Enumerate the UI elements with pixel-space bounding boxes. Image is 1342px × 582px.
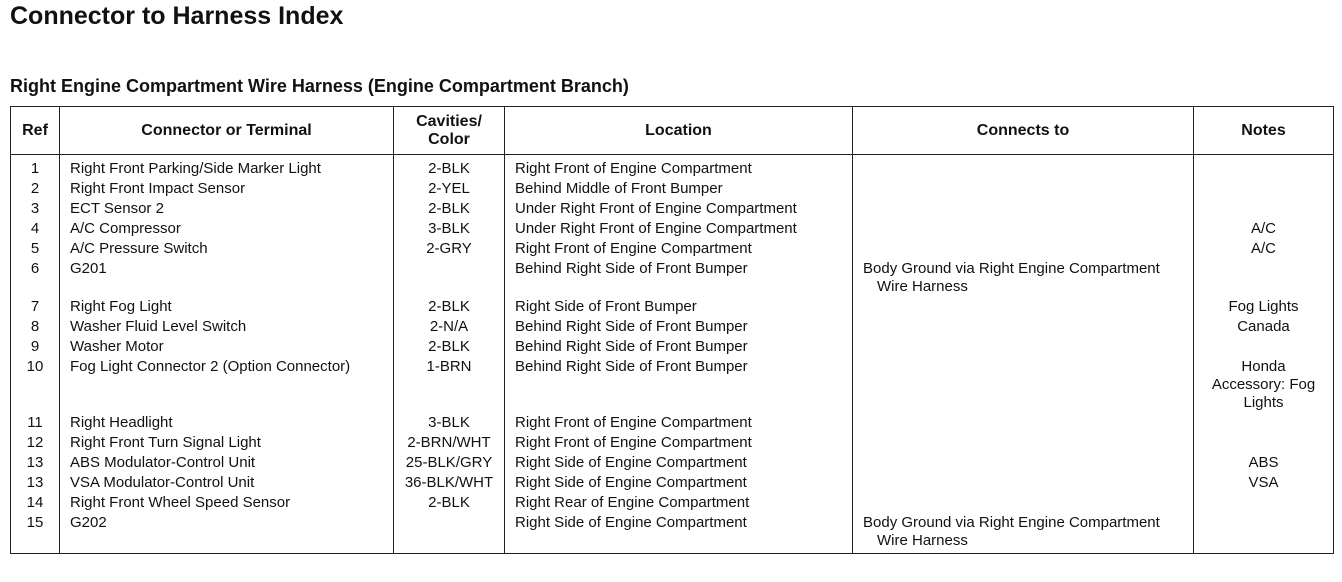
cell-location: Right Side of Engine Compartment (505, 472, 853, 492)
cell-cavities: 2-BLK (394, 155, 505, 179)
cell-ref: 13 (11, 472, 60, 492)
cell-notes (1194, 218, 1334, 238)
table-row (11, 218, 1334, 238)
cell-location: Behind Right Side of Front Bumper (505, 356, 853, 412)
header-location: Location (505, 107, 853, 155)
cell-connector: VSA Modulator-Control Unit (60, 472, 394, 492)
cell-notes (1194, 492, 1334, 512)
cell-cavities: 2-N/A (394, 316, 505, 336)
table-row (11, 258, 1334, 296)
cell-ref: 10 (11, 356, 60, 412)
cell-ref: 9 (11, 336, 60, 356)
cell-location: Right Front of Engine Compartment (505, 432, 853, 452)
page-title: Connector to Harness Index (10, 2, 344, 30)
header-notes: Notes (1194, 107, 1334, 155)
cell-location: Right Front of Engine Compartment (505, 155, 853, 179)
cell-connects-to (853, 512, 1194, 554)
cell-ref: 3 (11, 198, 60, 218)
cell-notes (1194, 316, 1334, 336)
notes-line3: Lights (1243, 394, 1284, 411)
cell-ref: 1 (11, 155, 60, 179)
cell-cavities: 2-BLK (394, 296, 505, 316)
table-row (11, 512, 1334, 554)
cell-connector: Right Front Wheel Speed Sensor (60, 492, 394, 512)
cell-ref: 8 (11, 316, 60, 336)
cell-location: Right Side of Engine Compartment (505, 452, 853, 472)
cell-location: Right Side of Engine Compartment (505, 512, 853, 554)
cell-ref: 4 (11, 218, 60, 238)
cell-connector: Washer Motor (60, 336, 394, 356)
cell-location: Behind Middle of Front Bumper (505, 178, 853, 198)
cell-connector: Right Fog Light (60, 296, 394, 316)
connects-to-line1: Body Ground via Right Engine Compartment (863, 260, 1160, 277)
connects-to-line2: Wire Harness (877, 278, 968, 295)
notes-line1: ABS (1248, 454, 1279, 471)
cell-ref: 7 (11, 296, 60, 316)
cell-connects-to (853, 296, 1194, 316)
harness-index-table (10, 106, 1334, 554)
cell-notes (1194, 336, 1334, 356)
notes-line1: VSA (1248, 474, 1279, 491)
cell-connector: G201 (60, 258, 394, 296)
cell-connector: A/C Compressor (60, 218, 394, 238)
table-row (11, 178, 1334, 198)
cell-notes (1194, 432, 1334, 452)
cell-connects-to (853, 356, 1194, 412)
cell-ref: 6 (11, 258, 60, 296)
cell-connects-to (853, 412, 1194, 432)
cell-connector: Right Front Turn Signal Light (60, 432, 394, 452)
header-connects-to: Connects to (853, 107, 1194, 155)
cell-connects-to (853, 452, 1194, 472)
cell-location: Under Right Front of Engine Compartment (505, 198, 853, 218)
table-header-row (11, 107, 1334, 155)
cell-cavities: 2-BLK (394, 336, 505, 356)
table-row (11, 412, 1334, 432)
header-cavities-line2: Color (428, 130, 470, 148)
cell-ref: 2 (11, 178, 60, 198)
cell-ref: 14 (11, 492, 60, 512)
table-row (11, 238, 1334, 258)
cell-cavities: 2-GRY (394, 238, 505, 258)
cell-cavities: 3-BLK (394, 218, 505, 238)
connects-to-line1: Body Ground via Right Engine Compartment (863, 514, 1160, 531)
cell-location: Behind Right Side of Front Bumper (505, 316, 853, 336)
cell-connector: Fog Light Connector 2 (Option Connector) (60, 356, 394, 412)
cell-connects-to (853, 198, 1194, 218)
table-row (11, 356, 1334, 412)
cell-notes (1194, 356, 1334, 412)
cell-location: Right Front of Engine Compartment (505, 412, 853, 432)
table-row (11, 198, 1334, 218)
cell-notes (1194, 178, 1334, 198)
cell-connects-to (853, 258, 1194, 296)
cell-notes (1194, 472, 1334, 492)
cell-notes (1194, 258, 1334, 296)
notes-line1: Canada (1237, 318, 1290, 335)
cell-cavities: 2-BLK (394, 198, 505, 218)
cell-ref: 12 (11, 432, 60, 452)
cell-cavities: 2-BLK (394, 492, 505, 512)
cell-cavities (394, 512, 505, 554)
cell-ref: 11 (11, 412, 60, 432)
cell-connector: A/C Pressure Switch (60, 238, 394, 258)
cell-connects-to (853, 472, 1194, 492)
cell-connector: Washer Fluid Level Switch (60, 316, 394, 336)
cell-cavities: 1-BRN (394, 356, 505, 412)
cell-connects-to (853, 238, 1194, 258)
cell-location: Behind Right Side of Front Bumper (505, 336, 853, 356)
notes-line1: Honda (1241, 358, 1286, 375)
cell-notes (1194, 198, 1334, 218)
header-connector: Connector or Terminal (60, 107, 394, 155)
cell-notes (1194, 512, 1334, 554)
cell-notes (1194, 296, 1334, 316)
cell-connects-to (853, 336, 1194, 356)
cell-notes (1194, 412, 1334, 432)
table-row (11, 472, 1334, 492)
table-row (11, 336, 1334, 356)
cell-location: Right Rear of Engine Compartment (505, 492, 853, 512)
notes-line2: Accessory: Fog (1211, 376, 1316, 393)
cell-location: Under Right Front of Engine Compartment (505, 218, 853, 238)
table-row (11, 452, 1334, 472)
table-row (11, 296, 1334, 316)
table-row (11, 432, 1334, 452)
cell-connects-to (853, 155, 1194, 179)
table-row (11, 492, 1334, 512)
cell-connects-to (853, 178, 1194, 198)
cell-cavities: 2-YEL (394, 178, 505, 198)
cell-connects-to (853, 316, 1194, 336)
table-row (11, 316, 1334, 336)
cell-connector: G202 (60, 512, 394, 554)
header-ref: Ref (11, 107, 60, 155)
cell-connector: ABS Modulator-Control Unit (60, 452, 394, 472)
cell-cavities: 25-BLK/GRY (394, 452, 505, 472)
cell-cavities: 3-BLK (394, 412, 505, 432)
notes-line1: A/C (1250, 240, 1276, 257)
cell-location: Right Side of Front Bumper (505, 296, 853, 316)
cell-cavities: 36-BLK/WHT (394, 472, 505, 492)
cell-location: Behind Right Side of Front Bumper (505, 258, 853, 296)
cell-notes (1194, 452, 1334, 472)
cell-ref: 5 (11, 238, 60, 258)
cell-ref: 15 (11, 512, 60, 554)
cell-notes (1194, 238, 1334, 258)
section-title: Right Engine Compartment Wire Harness (Engine Compartment Branch) (10, 76, 629, 96)
cell-ref: 13 (11, 452, 60, 472)
cell-connector: Right Front Parking/Side Marker Light (60, 155, 394, 179)
cell-connector: Right Headlight (60, 412, 394, 432)
cell-connects-to (853, 218, 1194, 238)
table-row (11, 155, 1334, 179)
header-cavities-line1: Cavities/ (416, 112, 482, 130)
cell-location: Right Front of Engine Compartment (505, 238, 853, 258)
header-cavities (394, 107, 505, 155)
notes-line1: A/C (1250, 220, 1276, 237)
cell-cavities (394, 258, 505, 296)
cell-connector: Right Front Impact Sensor (60, 178, 394, 198)
cell-connects-to (853, 492, 1194, 512)
cell-connector: ECT Sensor 2 (60, 198, 394, 218)
notes-line1: Fog Lights (1228, 298, 1299, 315)
cell-cavities: 2-BRN/WHT (394, 432, 505, 452)
cell-notes (1194, 155, 1334, 179)
connects-to-line2: Wire Harness (877, 532, 968, 549)
cell-connects-to (853, 432, 1194, 452)
